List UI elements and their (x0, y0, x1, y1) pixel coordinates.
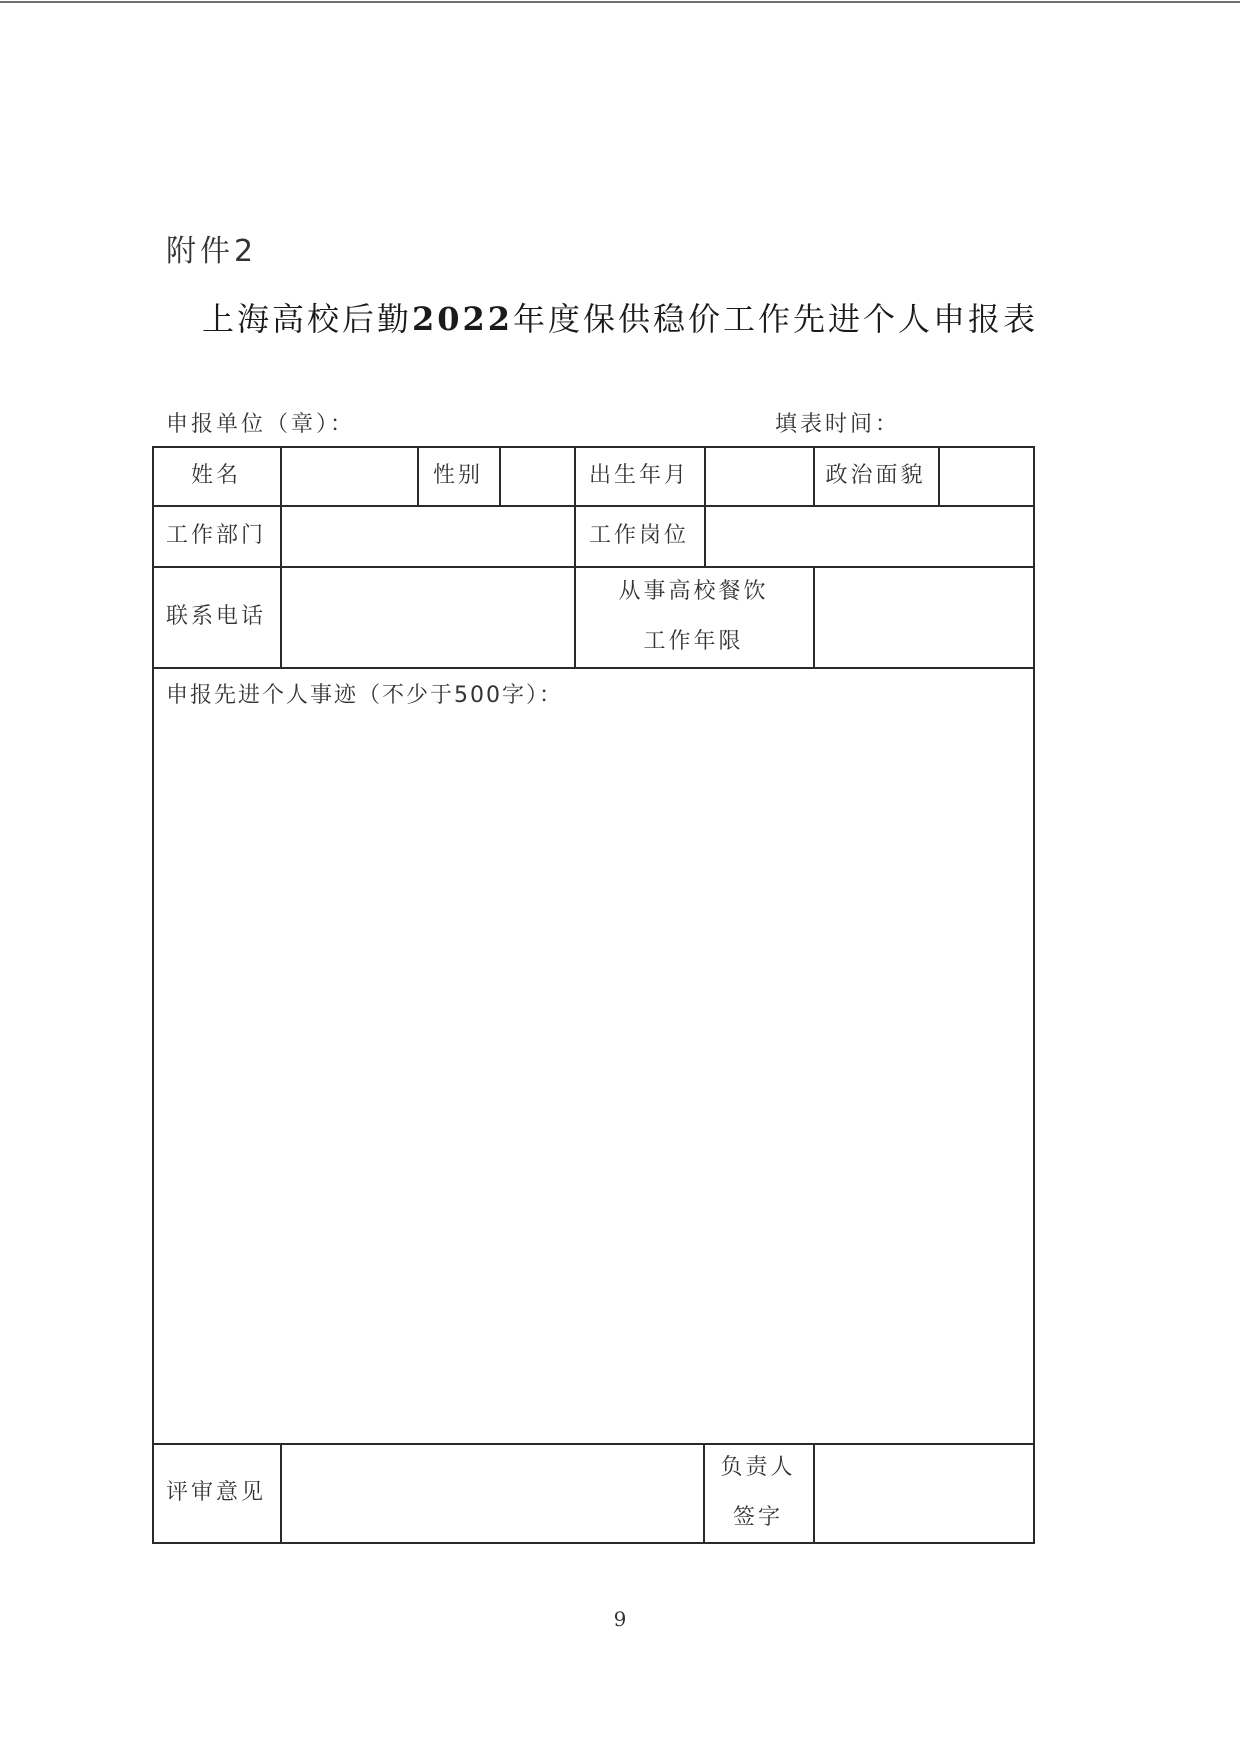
supervisor-signature-label (703, 1443, 813, 1542)
fill-date-label: 填表时间： (775, 412, 901, 437)
name-field[interactable] (281, 447, 417, 505)
name-label: 姓名 (190, 462, 241, 488)
page-title (0, 294, 1240, 340)
catering-years-label (574, 566, 813, 667)
political-status-label: 政治面貌 (825, 462, 926, 488)
supervisor-signature-field[interactable] (814, 1444, 1033, 1542)
political-status-field[interactable] (939, 447, 1033, 505)
review-opinion-field[interactable] (281, 1444, 703, 1542)
title-suffix: 年度保供稳价工作先进个人申报表 (513, 300, 1039, 338)
catering-years-label-line2: 工作年限 (643, 628, 744, 654)
application-form-table (152, 446, 1035, 1544)
phone-field[interactable] (281, 567, 574, 667)
deeds-textarea[interactable] (153, 716, 1033, 1443)
gender-label: 性别 (432, 462, 483, 488)
job-position-field[interactable] (705, 506, 1033, 566)
deeds-label: 申报先进个人事迹（不少于500字）： (166, 683, 563, 708)
birth-date-label: 出生年月 (588, 462, 689, 488)
review-opinion-label: 评审意见 (165, 1479, 266, 1505)
department-label: 工作部门 (165, 522, 266, 548)
job-position-label: 工作岗位 (588, 522, 689, 548)
birth-date-field[interactable] (705, 447, 813, 505)
phone-label: 联系电话 (165, 603, 266, 629)
catering-years-label-line1: 从事高校餐饮 (618, 578, 769, 604)
supervisor-signature-label-line1: 负责人 (720, 1454, 796, 1480)
attachment-label: 附件2 (166, 234, 258, 269)
page-number: 9 (613, 1607, 627, 1631)
department-field[interactable] (281, 506, 574, 566)
table-rule-row3 (152, 667, 1035, 669)
title-year: 2022 (411, 300, 514, 338)
applicant-unit-label: 申报单位（章）： (166, 412, 356, 437)
table-border-right (1033, 446, 1035, 1544)
table-border-bottom (152, 1542, 1035, 1544)
title-prefix: 上海高校后勤 (201, 300, 412, 338)
catering-years-field[interactable] (814, 567, 1033, 667)
supervisor-signature-label-line2: 签字 (732, 1504, 783, 1530)
gender-field[interactable] (500, 447, 574, 505)
top-border-rule (0, 1, 1240, 3)
